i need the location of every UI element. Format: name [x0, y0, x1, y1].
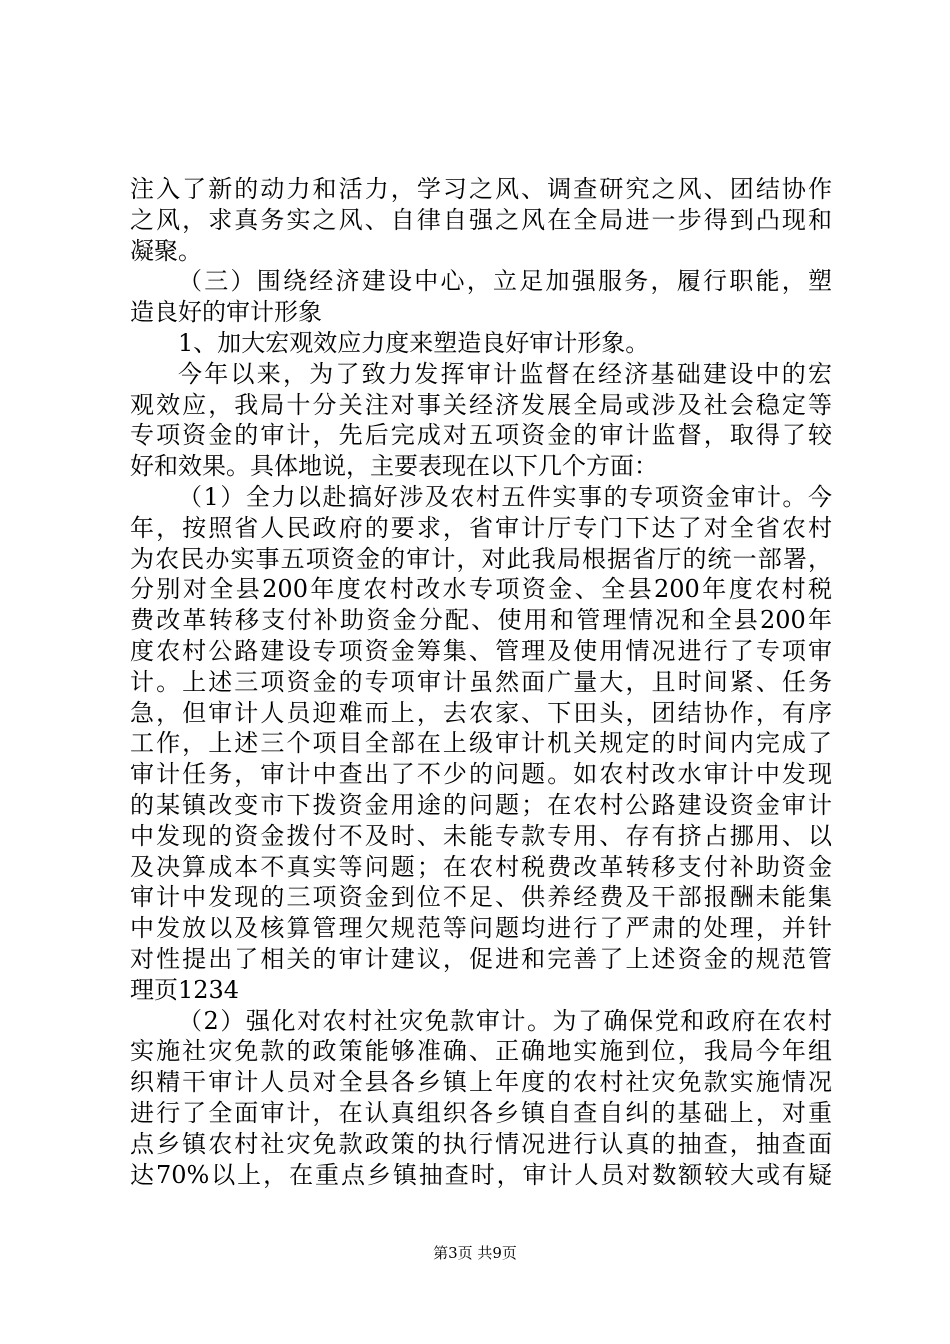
text-line: 1、加大宏观效应力度来塑造良好审计形象。: [178, 328, 650, 357]
text-line: （1）全力以赴搞好涉及农村五件实事的专项资金审计。今: [178, 482, 832, 511]
text-line: 达70%以上，在重点乡镇抽查时，审计人员对数额较大或有疑: [130, 1160, 832, 1189]
text-line: 中发现的资金拨付不及时、未能专款专用、存有挤占挪用、以: [130, 821, 832, 850]
text-line: 点乡镇农村社灾免款政策的执行情况进行认真的抽查，抽查面: [130, 1129, 832, 1158]
text-line: 理页1234: [130, 975, 240, 1004]
text-line: 对性提出了相关的审计建议，促进和完善了上述资金的规范管: [130, 944, 832, 973]
page-footer: [0, 1243, 950, 1263]
text-line: 实施社灾免款的政策能够准确、正确地实施到位，我局今年组: [130, 1037, 832, 1066]
text-line: 造良好的审计形象: [130, 298, 322, 327]
text-line: 年，按照省人民政府的要求，省审计厅专门下达了对全省农村: [130, 513, 832, 542]
text-line: 凝聚。: [130, 236, 202, 265]
text-line: 及决算成本不真实等问题；在农村税费改革转移支付补助资金: [130, 852, 832, 881]
text-line: 费改革转移支付补助资金分配、使用和管理情况和全县200年: [130, 606, 832, 635]
text-line: 专项资金的审计，先后完成对五项资金的审计监督，取得了较: [130, 421, 832, 450]
text-line: 审计中发现的三项资金到位不足、供养经费及干部报酬未能集: [130, 883, 832, 912]
text-line: 审计任务，审计中查出了不少的问题。如农村改水审计中发现: [130, 760, 832, 789]
text-line: 急，但审计人员迎难而上，去农家、下田头，团结协作，有序: [130, 698, 832, 727]
document-body: [130, 174, 832, 1190]
text-line: 工作，上述三个项目全部在上级审计机关规定的时间内完成了: [130, 729, 832, 758]
text-line: （三）围绕经济建设中心，立足加强服务，履行职能，塑: [178, 267, 832, 296]
text-line: 织精干审计人员对全县各乡镇上年度的农村社灾免款实施情况: [130, 1068, 832, 1097]
text-line: 为农民办实事五项资金的审计，对此我局根据省厅的统一部署，: [130, 544, 832, 573]
text-line: 中发放以及核算管理欠规范等问题均进行了严肃的处理，并针: [130, 914, 832, 943]
text-line: 进行了全面审计，在认真组织各乡镇自查自纠的基础上，对重: [130, 1098, 832, 1127]
text-line: 计。上述三项资金的专项审计虽然面广量大，且时间紧、任务: [130, 667, 832, 696]
text-line: 观效应，我局十分关注对事关经济发展全局或涉及社会稳定等: [130, 390, 832, 419]
text-line: 分别对全县200年度农村改水专项资金、全县200年度农村税: [130, 575, 832, 604]
text-line: （2）强化对农村社灾免款审计。为了确保党和政府在农村: [178, 1006, 832, 1035]
text-line: 度农村公路建设专项资金筹集、管理及使用情况进行了专项审: [130, 636, 832, 665]
text-line: 的某镇改变市下拨资金用途的问题；在农村公路建设资金审计: [130, 790, 832, 819]
text-line: 今年以来，为了致力发挥审计监督在经济基础建设中的宏: [178, 359, 832, 388]
text-line: 好和效果。具体地说，主要表现在以下几个方面：: [130, 452, 658, 481]
text-line: 之风，求真务实之风、自律自强之风在全局进一步得到凸现和: [130, 205, 832, 234]
text-line: 注入了新的动力和活力，学习之风、调查研究之风、团结协作: [130, 175, 832, 203]
page-number: 第3页 共9页: [433, 1244, 517, 1262]
